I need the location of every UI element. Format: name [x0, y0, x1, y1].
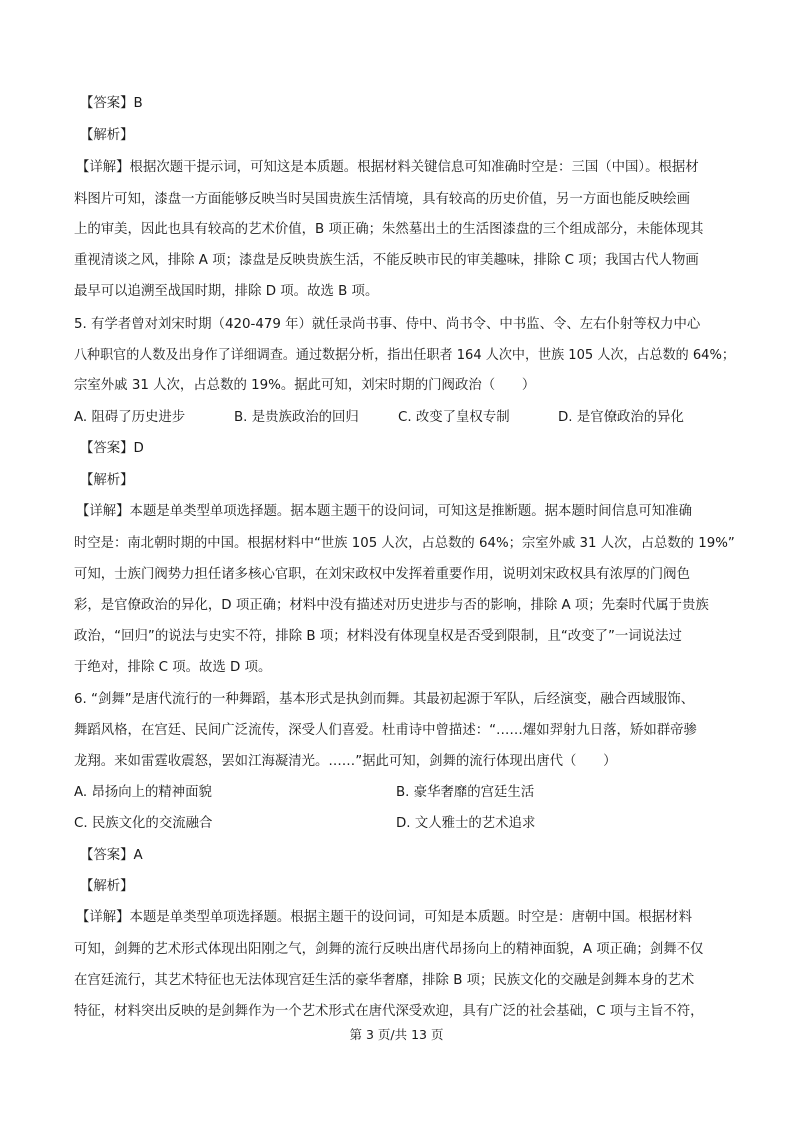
text-line: 上的审美，因此也具有较高的艺术价值，B 项正确；朱然墓出土的生活图漆盘的三个组成部分，未能体现其 — [74, 222, 704, 237]
question-line: 八种职官的人数及出身作了详细调查。通过数据分析，指出任职者 164 人次中，世族 105 人次，占总数的 64%； — [74, 348, 735, 363]
text-line: 料图片可知，漆盘一方面能够反映当时吴国贵族生活情境，具有较高的历史价值，另一方面也能反映绘画 — [74, 192, 690, 207]
text-line: 重视清谈之风，排除 A 项；漆盘是反映贵族生活，不能反映市民的审美趣味，排除 C 项；我国古代人物画 — [74, 253, 699, 268]
text-line: 【详解】根据次题干提示词，可知这是本质题。根据材料关键信息可知准确时空是：三国（中国）。根据材 — [76, 160, 699, 175]
answer-q4: 【答案】B — [80, 96, 143, 111]
text-line: 可知，剑舞的艺术形式体现出阳刚之气，剑舞的流行反映出唐代昂扬向上的精神面貌，A 项正确；剑舞不仅 — [74, 942, 704, 957]
option-b: B. 是贵族政治的回归 — [234, 410, 359, 425]
text-line: 彩，是官僚政治的异化，D 项正确；材料中没有描述对历史进步与否的影响，排除 A 项；先秦时代属于贵族 — [74, 598, 709, 613]
option-c: C. 民族文化的交流融合 — [74, 816, 213, 831]
answer-q5: 【答案】D — [80, 441, 144, 456]
question-line: 6. “剑舞”是唐代流行的一种舞蹈，基本形式是执剑而舞。其最初起源于军队，后经演变，融合西域服饰、 — [74, 692, 695, 707]
analysis-label-q5: 【解析】 — [80, 473, 134, 488]
option-d: D. 是官僚政治的异化 — [558, 410, 684, 425]
option-c: C. 改变了皇权专制 — [398, 410, 510, 425]
option-b: B. 豪华奢靡的宫廷生活 — [396, 785, 535, 800]
question-line: 舞蹈风格，在宫廷、民间广泛流传，深受人们喜爱。杜甫诗中曾描述：“……燿如羿射九日落，矫如群帝骖 — [74, 723, 697, 738]
answer-q6: 【答案】A — [80, 848, 143, 863]
text-line: 时空是：南北朝时期的中国。根据材料中“世族 105 人次，占总数的 64%；宗室外戚 31 人次，占总数的 19%” — [74, 536, 735, 551]
question-line: 宗室外戚 31 人次，占总数的 19%。据此可知，刘宋时期的门阀政治（ ） — [74, 378, 536, 393]
question-line: 5. 有学者曾对刘宋时期（420-479 年）就任录尚书事、侍中、尚书令、中书监、令、左右仆射等权力中心 — [74, 317, 701, 332]
text-line: 最早可以追溯至战国时期，排除 D 项。故选 B 项。 — [74, 284, 379, 299]
analysis-label-q4: 【解析】 — [80, 128, 134, 143]
option-d: D. 文人雅士的艺术追求 — [396, 816, 536, 831]
text-line: 【详解】本题是单类型单项选择题。根据主题干的设问词，可知是本质题。时空是：唐朝中国。根据材料 — [76, 910, 692, 925]
option-a: A. 昂扬向上的精神面貌 — [74, 785, 212, 800]
text-line: 【详解】本题是单类型单项选择题。据本题主题干的设问词，可知这是推断题。据本题时间信息可知准确 — [76, 504, 692, 519]
question-line: 龙翔。来如雷霆收震怒，罢如江海凝清光。……”据此可知，剑舞的流行体现出唐代（ ） — [74, 754, 617, 769]
text-line: 政治，“回归”的说法与史实不符，排除 B 项；材料没有体现皇权是否受到限制，且“改变了”一词说法过 — [74, 629, 682, 644]
page-number: 第 3 页/共 13 页 — [349, 1027, 444, 1042]
text-line: 在宫廷流行，其艺术特征也无法体现宫廷生活的豪华奢靡，排除 B 项；民族文化的交融是剑舞本身的艺术 — [74, 973, 695, 988]
analysis-label-q6: 【解析】 — [80, 879, 134, 894]
text-line: 于绝对，排除 C 项。故选 D 项。 — [74, 660, 272, 675]
text-line: 可知，士族门阀势力担任诸多核心官职，在刘宋政权中发挥着重要作用，说明刘宋政权具有浓厚的门阀色 — [74, 567, 690, 582]
text-line: 特征，材料突出反映的是剑舞作为一个艺术形式在唐代深受欢迎，具有广泛的社会基础，C 项与主旨不符， — [74, 1004, 704, 1019]
option-a: A. 阻碍了历史进步 — [74, 410, 186, 425]
